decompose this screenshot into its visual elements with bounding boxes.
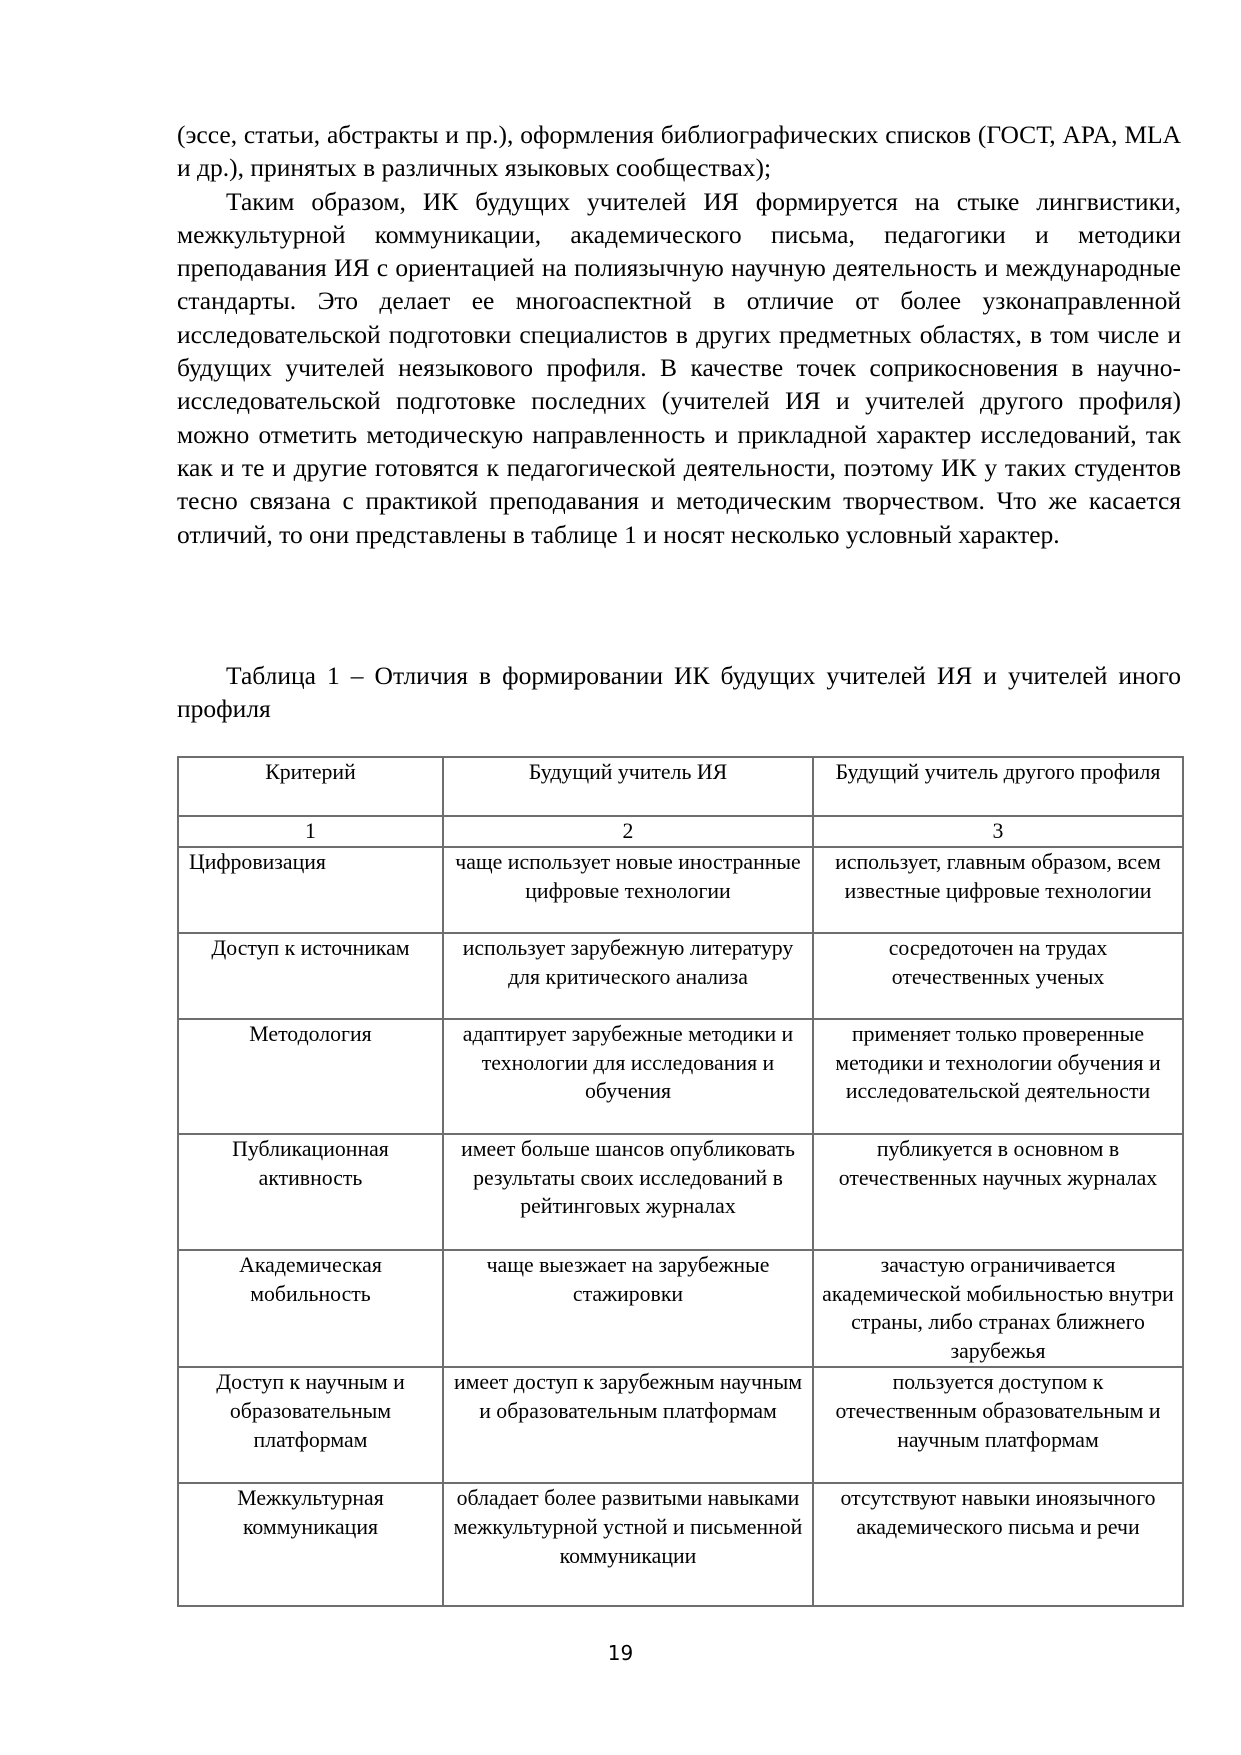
criterion-cell: Цифровизация (178, 847, 443, 933)
other-teacher-cell: сосредоточен на трудах отечественных ученых (813, 933, 1183, 1019)
table-row (178, 847, 1183, 933)
criterion-cell: Методология (178, 1019, 443, 1134)
table-row (178, 1367, 1183, 1483)
column-number: 1 (178, 816, 443, 847)
page-content (177, 118, 1181, 1568)
fl-teacher-cell: использует зарубежную литературу для критического анализа (443, 933, 813, 1019)
other-teacher-cell: зачастую ограничивается академической мобильностью внутри страны, либо странах ближнего зарубежья (813, 1250, 1183, 1367)
table-row (178, 1019, 1183, 1134)
table-row (178, 1250, 1183, 1367)
fl-teacher-cell: адаптирует зарубежные методики и технологии для исследования и обучения (443, 1019, 813, 1134)
table-row (178, 1134, 1183, 1250)
criterion-cell: Публикационная активность (178, 1134, 443, 1250)
fl-teacher-cell: имеет доступ к зарубежным научным и образовательным платформам (443, 1367, 813, 1483)
table-caption: Таблица 1 – Отличия в формировании ИК будущих учителей ИЯ и учителей иного профиля (177, 661, 1181, 724)
other-teacher-cell: использует, главным образом, всем известные цифровые технологии (813, 847, 1183, 933)
criterion-cell: Академическая мобильность (178, 1250, 443, 1367)
comparison-table (177, 756, 1184, 1607)
fl-teacher-cell: имеет больше шансов опубликовать результаты своих исследований в рейтинговых журналах (443, 1134, 813, 1250)
column-number: 2 (443, 816, 813, 847)
column-number: 3 (813, 816, 1183, 847)
other-teacher-cell: пользуется доступом к отечественным образовательным и научным платформам (813, 1367, 1183, 1483)
table-row (178, 933, 1183, 1019)
table-row (178, 1483, 1183, 1606)
criterion-cell: Доступ к научным и образовательным платформам (178, 1367, 443, 1483)
other-teacher-cell: применяет только проверенные методики и технологии обучения и исследовательской деятельности (813, 1019, 1183, 1134)
header-criterion: Критерий (178, 757, 443, 816)
other-teacher-cell: отсутствуют навыки иноязычного академического письма и речи (813, 1483, 1183, 1606)
column-number-row (178, 816, 1183, 847)
paragraph-main: Таким образом, ИК будущих учителей ИЯ формируется на стыке лингвистики, межкультурной коммуникации, академического письма, педагогики и методики преподавания ИЯ с ориентацией на полиязычную научную деятельность и международные стандарты. Это делает ее многоаспектной в отличие от более узконаправленной исследовательской подготовки специалистов в других предметных областях, в том числе и будущих учителей неязыкового профиля. В качестве точек соприкосновения в научно-исследовательской подготовке последних (учителей ИЯ и учителей другого профиля) можно отметить методическую направленность и прикладной характер исследований, так как и те и другие готовятся к педагогической деятельности, поэтому ИК у таких студентов тесно связана с практикой преподавания и методическим творчеством. Что же касается отличий, то они представлены в таблице 1 и носят несколько условный характер. (177, 186, 1181, 549)
page-number: 19 (607, 1641, 634, 1665)
table-header-row (178, 757, 1183, 816)
fl-teacher-cell: обладает более развитыми навыками межкультурной устной и письменной коммуникации (443, 1483, 813, 1606)
fl-teacher-cell: чаще использует новые иностранные цифровые технологии (443, 847, 813, 933)
criterion-cell: Доступ к источникам (178, 933, 443, 1019)
fl-teacher-cell: чаще выезжает на зарубежные стажировки (443, 1250, 813, 1367)
other-teacher-cell: публикуется в основном в отечественных научных журналах (813, 1134, 1183, 1250)
paragraph-continuation: (эссе, статьи, абстракты и пр.), оформления библиографических списков (ГОСТ, APA, MLA и др.), принятых в различных языковых сообществах); (177, 120, 1181, 183)
criterion-cell: Межкультурная коммуникация (178, 1483, 443, 1606)
header-other-teacher: Будущий учитель другого профиля (813, 757, 1183, 816)
header-fl-teacher: Будущий учитель ИЯ (443, 757, 813, 816)
